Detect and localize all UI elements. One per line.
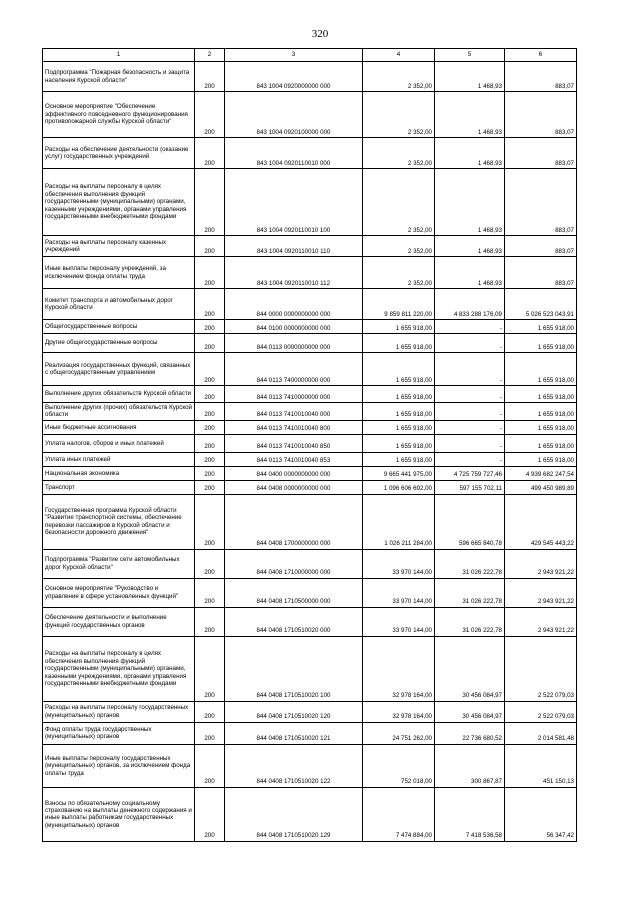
row-vr-cell: 200 [195, 62, 225, 92]
row-vr-cell: 200 [195, 236, 225, 257]
row-executed-cell: 31 026 222,78 [435, 549, 505, 578]
row-code-cell: 843 1004 0920110010 110 [225, 236, 363, 257]
row-executed-cell: 596 665 840,78 [435, 494, 505, 549]
row-executed-cell: 1 468,93 [435, 257, 505, 289]
column-header-5: 5 [435, 49, 505, 62]
row-vr-cell: 200 [195, 289, 225, 320]
row-name-cell: Расходы на выплаты персоналу в целях обеспечения выполнения функций государственными (муниципальными) органами, казенными учреждениями, органами управления государственными внебюджетными фондами [43, 636, 195, 701]
row-remaining-cell: 883,07 [505, 62, 577, 92]
row-code-cell: 844 0113 7410000000 000 [225, 386, 363, 403]
row-remaining-cell: 1 655 918,00 [505, 403, 577, 421]
row-approved-cell: 1 655 918,00 [363, 434, 435, 452]
row-code-cell: 843 1004 0920110010 000 [225, 138, 363, 169]
row-name-cell: Уплата налогов, сборов и иных платежей [43, 434, 195, 452]
table-row [43, 289, 577, 320]
row-name-cell: Основное мероприятие "Обеспечение эффективного повседневного функционирования противопожарной службы Курской области" [43, 92, 195, 138]
table-row [43, 607, 577, 636]
row-executed-cell: 1 468,93 [435, 92, 505, 138]
table-header-row [43, 49, 577, 62]
table-row [43, 549, 577, 578]
row-code-cell: 844 0408 0000000000 000 [225, 480, 363, 494]
row-code-cell: 844 0113 7410010040 800 [225, 420, 363, 434]
row-approved-cell: 2 352,00 [363, 236, 435, 257]
row-approved-cell: 1 096 606 692,00 [363, 480, 435, 494]
row-executed-cell: - [435, 403, 505, 421]
row-name-cell: Уплата иных платежей [43, 452, 195, 466]
row-code-cell: 843 1004 0920110010 100 [225, 169, 363, 236]
row-name-cell: Транспорт [43, 480, 195, 494]
row-name-cell: Иные выплаты персоналу учреждений, за исключением фонда оплаты труда [43, 257, 195, 289]
row-remaining-cell: 883,07 [505, 236, 577, 257]
table-row [43, 62, 577, 92]
table-row [43, 787, 577, 841]
table-row [43, 494, 577, 549]
row-vr-cell: 200 [195, 169, 225, 236]
row-approved-cell: 2 352,00 [363, 257, 435, 289]
row-code-cell: 843 1004 0920000000 000 [225, 62, 363, 92]
table-row [43, 257, 577, 289]
row-vr-cell: 200 [195, 549, 225, 578]
row-name-cell: Взносы по обязательному социальному страхованию на выплаты денежного содержания и иные выплаты работникам государственных (муниципальных) органов [43, 787, 195, 841]
row-executed-cell: 300 867,87 [435, 744, 505, 787]
row-approved-cell: 9 665 441 975,00 [363, 466, 435, 480]
row-remaining-cell: 1 655 918,00 [505, 334, 577, 353]
row-executed-cell: 7 418 536,58 [435, 787, 505, 841]
row-approved-cell: 752 018,00 [363, 744, 435, 787]
row-executed-cell: 1 468,93 [435, 169, 505, 236]
row-code-cell: 844 0400 0000000000 000 [225, 466, 363, 480]
row-remaining-cell: 1 655 918,00 [505, 386, 577, 403]
row-remaining-cell: 499 450 989,89 [505, 480, 577, 494]
row-executed-cell: 4 833 288 176,09 [435, 289, 505, 320]
row-remaining-cell: 4 939 682 247,54 [505, 466, 577, 480]
row-name-cell: Иные выплаты персоналу государственных (муниципальных) органов, за исключением фонда оплаты труда [43, 744, 195, 787]
row-remaining-cell: 2 943 921,22 [505, 549, 577, 578]
row-code-cell: 844 0408 1710500000 000 [225, 578, 363, 607]
row-code-cell: 844 0408 1710510020 000 [225, 607, 363, 636]
table-row [43, 334, 577, 353]
row-code-cell: 844 0408 1710510020 122 [225, 744, 363, 787]
row-name-cell: Расходы на выплаты персоналу в целях обеспечения выполнения функций государственными (муниципальными) органами, казенными учреждениями, органами управления государственными внебюджетными фондами [43, 169, 195, 236]
table-row [43, 236, 577, 257]
row-remaining-cell: 883,07 [505, 257, 577, 289]
row-name-cell: Расходы на выплаты персоналу казенных учреждений [43, 236, 195, 257]
row-vr-cell: 200 [195, 334, 225, 353]
row-remaining-cell: 2 943 921,22 [505, 607, 577, 636]
table-row [43, 452, 577, 466]
row-code-cell: 844 0408 1710510020 120 [225, 701, 363, 722]
row-executed-cell: 1 468,93 [435, 62, 505, 92]
row-remaining-cell: 883,07 [505, 138, 577, 169]
row-vr-cell: 200 [195, 744, 225, 787]
row-approved-cell: 1 655 918,00 [363, 403, 435, 421]
row-executed-cell: 1 468,93 [435, 138, 505, 169]
row-vr-cell: 200 [195, 92, 225, 138]
row-code-cell: 844 0100 0000000000 000 [225, 320, 363, 334]
row-name-cell: Иные бюджетные ассигнования [43, 420, 195, 434]
table-row [43, 169, 577, 236]
row-executed-cell: 31 026 222,78 [435, 578, 505, 607]
table-row [43, 320, 577, 334]
table-row [43, 386, 577, 403]
row-remaining-cell: 1 655 918,00 [505, 420, 577, 434]
row-code-cell: 843 1004 0920110010 112 [225, 257, 363, 289]
row-name-cell: Фонд оплаты труда государственных (муниципальных) органов [43, 722, 195, 744]
row-approved-cell: 2 352,00 [363, 138, 435, 169]
row-name-cell: Расходы на выплаты персоналу государственных (муниципальных) органов [43, 701, 195, 722]
row-vr-cell: 200 [195, 403, 225, 421]
table-row [43, 578, 577, 607]
row-vr-cell: 200 [195, 353, 225, 386]
row-approved-cell: 1 655 918,00 [363, 334, 435, 353]
row-vr-cell: 200 [195, 480, 225, 494]
row-approved-cell: 33 970 144,00 [363, 578, 435, 607]
row-name-cell: Подпрограмма "Развитие сети автомобильных дорог Курской области" [43, 549, 195, 578]
row-code-cell: 844 0408 1710510020 121 [225, 722, 363, 744]
row-executed-cell: 30 456 084,97 [435, 636, 505, 701]
row-approved-cell: 24 751 262,00 [363, 722, 435, 744]
row-remaining-cell: 2 014 581,48 [505, 722, 577, 744]
row-vr-cell: 200 [195, 578, 225, 607]
row-code-cell: 844 0408 1700000000 000 [225, 494, 363, 549]
row-code-cell: 844 0113 0000000000 000 [225, 334, 363, 353]
row-name-cell: Государственная программа Курской области "Развитие транспортной системы, обеспечение перевозки пассажиров в Курской области и безопасности дорожного движения" [43, 494, 195, 549]
row-remaining-cell: 1 655 918,00 [505, 434, 577, 452]
table-row [43, 701, 577, 722]
row-executed-cell: 30 456 084,97 [435, 701, 505, 722]
row-vr-cell: 200 [195, 320, 225, 334]
row-name-cell: Реализация государственных функций, связанных с общегосударственным управлением [43, 353, 195, 386]
row-vr-cell: 200 [195, 722, 225, 744]
row-vr-cell: 200 [195, 257, 225, 289]
row-name-cell: Подпрограмма "Пожарная безопасность и защита населения Курской области" [43, 62, 195, 92]
row-approved-cell: 2 352,00 [363, 92, 435, 138]
column-header-2: 2 [195, 49, 225, 62]
row-remaining-cell: 1 655 918,00 [505, 320, 577, 334]
row-executed-cell: - [435, 434, 505, 452]
row-name-cell: Национальная экономика [43, 466, 195, 480]
row-remaining-cell: 1 655 918,00 [505, 452, 577, 466]
column-header-3: 3 [225, 49, 363, 62]
row-name-cell: Другие общегосударственные вопросы [43, 334, 195, 353]
row-vr-cell: 200 [195, 701, 225, 722]
row-vr-cell: 200 [195, 452, 225, 466]
row-code-cell: 843 1004 0920100000 000 [225, 92, 363, 138]
row-remaining-cell: 883,07 [505, 169, 577, 236]
row-executed-cell: - [435, 452, 505, 466]
row-vr-cell: 200 [195, 636, 225, 701]
row-approved-cell: 1 655 918,00 [363, 452, 435, 466]
row-remaining-cell: 451 150,13 [505, 744, 577, 787]
row-approved-cell: 9 859 811 220,00 [363, 289, 435, 320]
row-approved-cell: 32 978 164,00 [363, 636, 435, 701]
row-executed-cell: - [435, 334, 505, 353]
row-approved-cell: 7 474 884,00 [363, 787, 435, 841]
row-code-cell: 844 0408 1710510020 129 [225, 787, 363, 841]
row-approved-cell: 2 352,00 [363, 169, 435, 236]
row-remaining-cell: 56 347,42 [505, 787, 577, 841]
table-row [43, 353, 577, 386]
row-name-cell: Выполнение других обязательств Курской области [43, 386, 195, 403]
table-row [43, 434, 577, 452]
column-header-4: 4 [363, 49, 435, 62]
row-code-cell: 844 0000 0000000000 000 [225, 289, 363, 320]
row-vr-cell: 200 [195, 787, 225, 841]
table-row [43, 92, 577, 138]
row-code-cell: 844 0113 7400000000 000 [225, 353, 363, 386]
table-row [43, 403, 577, 421]
table-row [43, 744, 577, 787]
row-vr-cell: 200 [195, 494, 225, 549]
column-header-6: 6 [505, 49, 577, 62]
row-executed-cell: - [435, 320, 505, 334]
row-name-cell: Основное мероприятие "Руководство и управление в сфере установленных функций" [43, 578, 195, 607]
column-header-1: 1 [43, 49, 195, 62]
table-row [43, 722, 577, 744]
row-name-cell: Комитет транспорта и автомобильных дорог Курской области [43, 289, 195, 320]
row-vr-cell: 200 [195, 607, 225, 636]
row-executed-cell: 4 725 759 727,46 [435, 466, 505, 480]
row-vr-cell: 200 [195, 138, 225, 169]
row-remaining-cell: 2 522 079,03 [505, 636, 577, 701]
row-code-cell: 844 0408 1710510020 100 [225, 636, 363, 701]
row-remaining-cell: 429 545 443,22 [505, 494, 577, 549]
row-executed-cell: - [435, 386, 505, 403]
row-executed-cell: - [435, 353, 505, 386]
row-approved-cell: 1 655 918,00 [363, 320, 435, 334]
table-row [43, 420, 577, 434]
budget-table [42, 48, 577, 842]
row-executed-cell: 22 736 680,52 [435, 722, 505, 744]
row-vr-cell: 200 [195, 434, 225, 452]
table-row [43, 480, 577, 494]
page-number: 320 [311, 28, 329, 40]
row-executed-cell: 31 026 222,78 [435, 607, 505, 636]
row-name-cell: Выполнение других (прочих) обязательств Курской области [43, 403, 195, 421]
row-approved-cell: 1 655 918,00 [363, 353, 435, 386]
row-approved-cell: 1 655 918,00 [363, 420, 435, 434]
row-code-cell: 844 0113 7410010040 853 [225, 452, 363, 466]
row-remaining-cell: 2 522 079,03 [505, 701, 577, 722]
row-executed-cell: 597 155 702,11 [435, 480, 505, 494]
table-row [43, 466, 577, 480]
row-vr-cell: 200 [195, 420, 225, 434]
row-code-cell: 844 0113 7410010040 000 [225, 403, 363, 421]
row-approved-cell: 1 655 918,00 [363, 386, 435, 403]
row-approved-cell: 33 970 144,00 [363, 607, 435, 636]
row-remaining-cell: 5 026 523 043,91 [505, 289, 577, 320]
row-name-cell: Общегосударственные вопросы [43, 320, 195, 334]
row-executed-cell: - [435, 420, 505, 434]
row-approved-cell: 33 970 144,00 [363, 549, 435, 578]
row-name-cell: Обеспечение деятельности и выполнение функций государственных органов [43, 607, 195, 636]
row-executed-cell: 1 468,93 [435, 236, 505, 257]
table-row [43, 636, 577, 701]
row-name-cell: Расходы на обеспечение деятельности (оказание услуг) государственных учреждений [43, 138, 195, 169]
row-code-cell: 844 0113 7410010040 850 [225, 434, 363, 452]
row-remaining-cell: 2 943 921,22 [505, 578, 577, 607]
row-approved-cell: 2 352,00 [363, 62, 435, 92]
row-vr-cell: 200 [195, 386, 225, 403]
row-approved-cell: 32 978 164,00 [363, 701, 435, 722]
row-remaining-cell: 1 655 918,00 [505, 353, 577, 386]
row-code-cell: 844 0408 1710000000 000 [225, 549, 363, 578]
row-remaining-cell: 883,07 [505, 92, 577, 138]
row-approved-cell: 1 026 211 284,00 [363, 494, 435, 549]
table-row [43, 138, 577, 169]
row-vr-cell: 200 [195, 466, 225, 480]
